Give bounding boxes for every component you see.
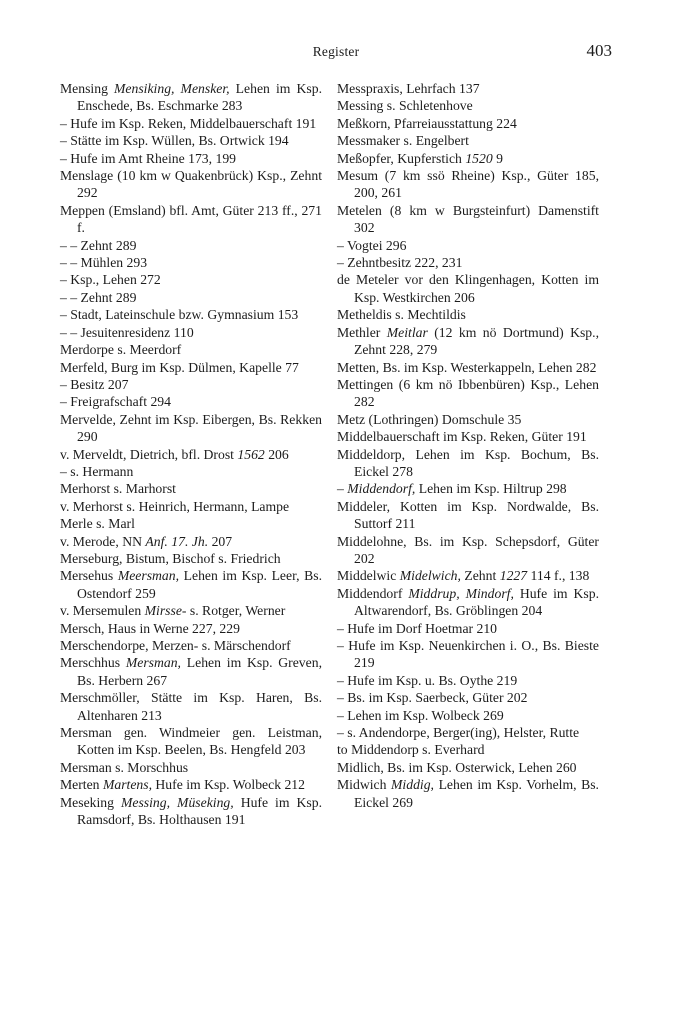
entry-text: Merschmöller, Stätte im Ksp. Haren, Bs. Altenharen 213 bbox=[60, 690, 322, 723]
index-entry bbox=[60, 167, 322, 202]
index-entry bbox=[60, 620, 322, 637]
entry-text: 9 bbox=[492, 150, 503, 166]
index-entry bbox=[60, 654, 322, 689]
entry-text: Merseburg, Bistum, Bischof s. Friedrich bbox=[60, 550, 281, 566]
entry-text: – – Jesuitenresidenz 110 bbox=[60, 324, 194, 340]
entry-text: Messing s. Schletenhove bbox=[337, 98, 473, 114]
entry-text: – Bs. im Ksp. Saerbeck, Güter 202 bbox=[337, 690, 528, 706]
entry-text: Menslage (10 km w Quakenbrück) Ksp., Zehnt 292 bbox=[60, 168, 322, 201]
index-entry bbox=[60, 446, 322, 463]
index-entry bbox=[60, 237, 322, 254]
entry-italic-text: Meersman, bbox=[117, 568, 180, 584]
entry-text: Middelwic bbox=[337, 568, 400, 584]
running-title: Register bbox=[312, 44, 360, 59]
entry-text: – Freigrafschaft 294 bbox=[60, 394, 171, 410]
index-entry bbox=[337, 202, 599, 237]
entry-text: Metten, Bs. im Ksp. Westerkappeln, Lehen 282 bbox=[337, 359, 597, 375]
index-entry bbox=[60, 202, 322, 237]
entry-text: – Stätte im Ksp. Wüllen, Bs. Ortwick 194 bbox=[60, 133, 289, 149]
entry-text: Meseking bbox=[60, 794, 121, 810]
entry-italic-text: 1562 bbox=[237, 446, 265, 462]
index-entry bbox=[60, 724, 322, 759]
entry-text: Merdorpe s. Meerdorf bbox=[60, 342, 182, 358]
index-entry bbox=[60, 689, 322, 724]
entry-text: – Hufe im Ksp. Reken, Middelbauerschaft 191 bbox=[60, 115, 317, 131]
index-entry bbox=[60, 759, 322, 776]
index-entry bbox=[60, 115, 322, 132]
entry-text: v. Merode, NN bbox=[60, 533, 146, 549]
entry-text: Messmaker s. Engelbert bbox=[337, 133, 469, 149]
index-entry bbox=[60, 794, 322, 829]
index-entry bbox=[60, 637, 322, 654]
entry-italic-text: 1227 bbox=[499, 568, 528, 584]
entry-text: – – Mühlen 293 bbox=[60, 255, 148, 271]
entry-text: – bbox=[337, 481, 348, 497]
entry-text: – Hufe im Amt Rheine 173, 199 bbox=[60, 150, 237, 166]
entry-text: Merschhus bbox=[60, 655, 126, 671]
entry-text: – – Zehnt 289 bbox=[60, 237, 137, 253]
entry-text: Middelohne, Bs. im Ksp. Schepsdorf, Güter 202 bbox=[337, 533, 599, 566]
entry-text: Meßopfer, Kupferstich bbox=[337, 150, 466, 166]
entry-text: de Meteler vor den Klingenhagen, Kotten im Ksp. Westkirchen 206 bbox=[337, 272, 599, 305]
entry-text: v. Mersemulen bbox=[60, 603, 145, 619]
index-entry bbox=[337, 585, 599, 620]
index-entry bbox=[337, 776, 599, 811]
index-entry bbox=[337, 637, 599, 672]
entry-text: 206 bbox=[264, 446, 289, 462]
index-entry bbox=[60, 463, 322, 480]
entry-italic-text: Anf. 17. Jh. bbox=[145, 533, 209, 549]
entry-italic-text: Mirsse- bbox=[144, 603, 187, 619]
index-entry bbox=[337, 533, 599, 568]
entry-text: – Hufe im Ksp. Neuenkirchen i. O., Bs. Bieste 219 bbox=[337, 638, 599, 671]
index-entry bbox=[337, 97, 599, 114]
entry-italic-text: Mersman, bbox=[125, 655, 181, 671]
entry-text: – Stadt, Lateinschule bzw. Gymnasium 153 bbox=[60, 307, 299, 323]
index-entry bbox=[60, 359, 322, 376]
index-entry bbox=[337, 411, 599, 428]
index-entry bbox=[337, 672, 599, 689]
entry-text: Middendorf bbox=[337, 585, 409, 601]
index-entry bbox=[337, 428, 599, 445]
index-entry bbox=[60, 306, 322, 323]
index-entry bbox=[60, 567, 322, 602]
index-entry bbox=[337, 115, 599, 132]
index-column-left bbox=[60, 80, 322, 828]
running-head bbox=[60, 41, 612, 64]
entry-text: Hufe im Ksp. Altwarendorf, Bs. Gröblingen 204 bbox=[354, 585, 599, 619]
index-entry bbox=[337, 306, 599, 323]
index-entry bbox=[337, 759, 599, 776]
entry-italic-text: Middendorf, bbox=[347, 481, 416, 497]
index-entry bbox=[60, 411, 322, 446]
entry-text: Merle s. Marl bbox=[60, 516, 135, 532]
index-entry bbox=[337, 132, 599, 149]
index-entry bbox=[337, 498, 599, 533]
entry-italic-text: Middrup, Mindorf, bbox=[408, 585, 514, 601]
entry-text: 207 bbox=[208, 533, 233, 549]
index-entry bbox=[60, 132, 322, 149]
index-entry bbox=[337, 237, 599, 254]
entry-italic-text: Midelwich, bbox=[399, 568, 461, 584]
entry-text: 114 f., 138 bbox=[527, 568, 590, 584]
entry-text: s. Rotger, Werner bbox=[186, 603, 286, 619]
index-entry bbox=[60, 602, 322, 619]
index-entry bbox=[60, 376, 322, 393]
entry-text: Lehen im Ksp. Enschede, Bs. Eschmarke 283 bbox=[77, 81, 322, 114]
index-entry bbox=[60, 271, 322, 288]
entry-text: Meßkorn, Pfarreiausstattung 224 bbox=[337, 115, 517, 131]
entry-text: to Middendorp s. Everhard bbox=[337, 742, 485, 758]
entry-text: (12 km nö Dortmund) Ksp., Zehnt 228, 279 bbox=[354, 324, 599, 358]
index-entry bbox=[337, 167, 599, 202]
entry-text: Hufe im Ksp. Wolbeck 212 bbox=[152, 777, 305, 793]
entry-text: – Hufe im Dorf Hoetmar 210 bbox=[337, 620, 498, 636]
entry-text: Mervelde, Zehnt im Ksp. Eibergen, Bs. Rekken 290 bbox=[60, 411, 322, 445]
entry-text: Merhorst s. Marhorst bbox=[60, 481, 176, 497]
entry-italic-text: Meitlar bbox=[386, 324, 428, 340]
entry-italic-text: Middig, bbox=[391, 777, 434, 793]
index-entry bbox=[337, 376, 599, 411]
entry-text: Merten bbox=[60, 777, 103, 793]
index-entry bbox=[337, 724, 599, 741]
entry-italic-text: 1520 bbox=[465, 150, 493, 166]
entry-text: – Besitz 207 bbox=[60, 376, 129, 392]
entry-text: Middeldorp, Lehen im Ksp. Bochum, Bs. Eickel 278 bbox=[337, 446, 599, 479]
entry-text: Mersehus bbox=[60, 568, 118, 584]
index-entry bbox=[60, 515, 322, 532]
entry-text: Metelen (8 km w Burgsteinfurt) Damenstift 302 bbox=[337, 202, 599, 236]
entry-text: Mensing bbox=[60, 81, 115, 96]
entry-text: – Hufe im Ksp. u. Bs. Oythe 219 bbox=[337, 672, 518, 688]
entry-text: Metheldis s. Mechtildis bbox=[337, 307, 466, 323]
index-entry bbox=[337, 620, 599, 637]
index-entry bbox=[60, 341, 322, 358]
index-entry bbox=[337, 359, 599, 376]
entry-text: Mersman s. Morschhus bbox=[60, 759, 189, 775]
entry-text: Hufe im Ksp. Ramsdorf, Bs. Holthausen 191 bbox=[77, 794, 322, 828]
entry-text: Messpraxis, Lehrfach 137 bbox=[337, 81, 480, 96]
index-entry bbox=[60, 324, 322, 341]
index-column-right bbox=[337, 80, 599, 811]
entry-text: Mersch, Haus in Werne 227, 229 bbox=[60, 620, 240, 636]
index-entry bbox=[60, 393, 322, 410]
entry-text: Merfeld, Burg im Ksp. Dülmen, Kapelle 77 bbox=[60, 359, 299, 375]
entry-text: Middeler, Kotten im Ksp. Nordwalde, Bs. Suttorf 211 bbox=[337, 498, 599, 532]
index-entry bbox=[60, 498, 322, 515]
entry-text: Meppen (Emsland) bfl. Amt, Güter 213 ff., 271 f. bbox=[60, 202, 322, 236]
index-entry bbox=[60, 776, 322, 793]
index-entry bbox=[337, 271, 599, 306]
entry-text: v. Merveldt, Dietrich, bfl. Drost bbox=[60, 446, 238, 462]
index-entry bbox=[60, 289, 322, 306]
entry-text: – Lehen im Ksp. Wolbeck 269 bbox=[337, 707, 504, 723]
index-entry bbox=[60, 150, 322, 167]
entry-text: Middelbauerschaft im Ksp. Reken, Güter 191 bbox=[337, 429, 587, 445]
entry-text: Lehen im Ksp. Hiltrup 298 bbox=[415, 481, 567, 497]
entry-text: Lehen im Ksp. Leer, Bs. Ostendorf 259 bbox=[77, 568, 322, 601]
entry-text: Midwich bbox=[337, 777, 392, 793]
entry-text: – Zehntbesitz 222, 231 bbox=[337, 255, 463, 271]
entry-text: – – Zehnt 289 bbox=[60, 289, 137, 305]
index-entry bbox=[337, 567, 599, 584]
index-entry bbox=[337, 80, 599, 97]
entry-text: v. Merhorst s. Heinrich, Hermann, Lampe bbox=[60, 498, 290, 514]
entry-text: – Ksp., Lehen 272 bbox=[60, 272, 161, 288]
entry-text: Mersman gen. Windmeier gen. Leistman, Kotten im Ksp. Beelen, Bs. Hengfeld 203 bbox=[60, 725, 322, 758]
entry-text: Mesum (7 km ssö Rheine) Ksp., Güter 185, 200, 261 bbox=[337, 168, 599, 201]
entry-text: Lehen im Ksp. Vorhelm, Bs. Eickel 269 bbox=[354, 777, 599, 810]
entry-text: – s. Hermann bbox=[60, 463, 134, 479]
index-entry bbox=[337, 480, 599, 497]
entry-text: Zehnt bbox=[460, 568, 500, 584]
page-number: 403 bbox=[586, 41, 612, 60]
entry-text: Mettingen (6 km nö Ibbenbüren) Ksp., Lehen 282 bbox=[337, 376, 599, 410]
index-entry bbox=[60, 550, 322, 567]
index-entry bbox=[337, 707, 599, 724]
index-entry bbox=[337, 324, 599, 359]
entry-text: Merschendorpe, Merzen- s. Märschendorf bbox=[60, 638, 291, 653]
index-entry bbox=[337, 689, 599, 706]
index-entry bbox=[337, 446, 599, 481]
index-entry bbox=[60, 480, 322, 497]
index-entry bbox=[60, 80, 322, 115]
entry-text: Lehen im Ksp. Greven, Bs. Herbern 267 bbox=[77, 655, 322, 688]
index-entry bbox=[337, 150, 599, 167]
entry-italic-text: Martens, bbox=[102, 777, 152, 793]
index-entry bbox=[60, 254, 322, 271]
entry-text: Methler bbox=[337, 324, 387, 340]
entry-text: Metz (Lothringen) Domschule 35 bbox=[337, 411, 522, 427]
entry-text: Midlich, Bs. im Ksp. Osterwick, Lehen 260 bbox=[337, 759, 577, 775]
entry-italic-text: Messing, Müseking, bbox=[121, 794, 234, 810]
entry-text: – s. Andendorpe, Berger(ing), Helster, Rutte bbox=[337, 725, 580, 741]
index-entry bbox=[337, 741, 599, 758]
entry-italic-text: Mensiking, Mensker, bbox=[114, 81, 230, 96]
index-entry bbox=[337, 254, 599, 271]
index-entry bbox=[60, 533, 322, 550]
entry-text: – Vogtei 296 bbox=[337, 237, 407, 253]
